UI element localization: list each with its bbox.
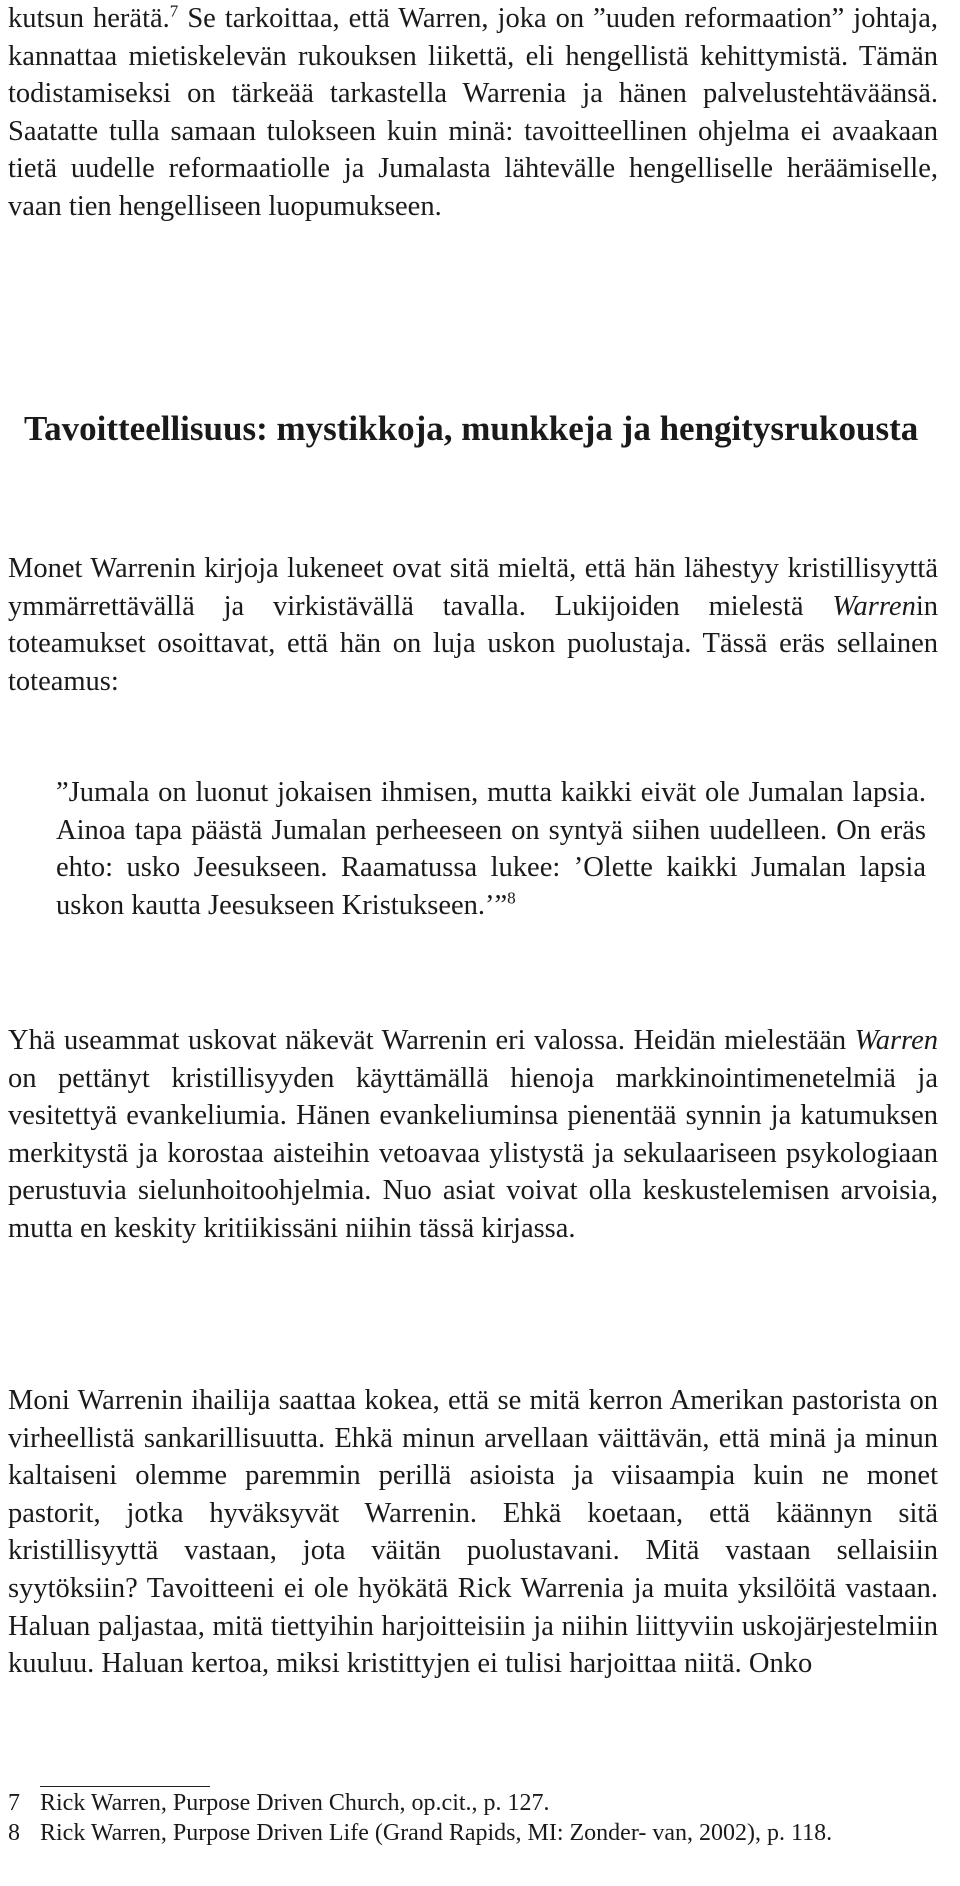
section-heading: Tavoitteellisuus: mystikkoja, munkkeja ja hengitysrukousta [24, 409, 919, 448]
footnote-8 [8, 1818, 938, 1848]
paragraph-readers-opinion [8, 550, 938, 700]
paragraph-readers-text-b: in toteamukset osoittavat, että hän on luja uskon puolustaja. Tässä eräs sellainen toteamus: [8, 590, 938, 697]
paragraph-critics [8, 1022, 938, 1248]
paragraph-readers-text-a: Monet Warrenin kirjoja lukeneet ovat sitä mieltä, että hän lähestyy kristillisyyttä ymmärrettävällä ja virkistävällä tavalla. Lukijoiden mielestä [8, 553, 938, 622]
paragraph-intro-text-a: kutsun herätä. [8, 3, 170, 34]
footnote-text: Rick Warren, Purpose Driven Life (Grand Rapids, MI: Zonder- van, 2002), p. 118. [40, 1820, 833, 1846]
footnote-number: 7 [8, 1790, 20, 1816]
footnote-ref-8: 8 [507, 888, 516, 908]
footnote-ref-7: 7 [169, 1, 179, 21]
paragraph-critics-text-a: Yhä useammat uskovat näkevät Warrenin eri valossa. Heidän mielestään [8, 1025, 855, 1056]
paragraph-critics-emphasis: Warren [854, 1025, 938, 1056]
paragraph-readers-emphasis: Warren [832, 590, 916, 622]
block-quote-text: ”Jumala on luonut jokaisen ihmisen, mutta kaikki eivät ole Jumalan lapsia. Ainoa tapa päästä Jumalan perheeseen on syntyä siihen uudelleen. On eräs ehto: usko Jeesukseen. Raamatussa lukee: ’Olette kaikki Jumalan lapsia uskon kautta Jeesukseen Kristukseen.’” [56, 777, 926, 921]
paragraph-intro-text-b: Se tarkoittaa, että Warren, joka on ”uuden reformaation” johtaja, kannattaa mietiskelevän rukouksen liikettä, eli hengellistä kehittymistä. Tämän todistamiseksi on tärkeää tarkastella Warrenia ja hänen palvelustehtäväänsä. Saatatte tulla samaan tulokseen kuin minä: tavoitteellinen ohjelma ei avaakaan tietä uudelle reformaatiolle ja Jumalasta lähtevälle hengelliselle heräämiselle, vaan tien hengelliseen luopumukseen. [8, 3, 938, 222]
block-quote [56, 774, 926, 924]
footnote-text: Rick Warren, Purpose Driven Church, op.cit., p. 127. [40, 1790, 550, 1816]
footnote-7 [8, 1788, 938, 1818]
footnote-number: 8 [8, 1820, 20, 1846]
footnote-divider [40, 1786, 210, 1787]
paragraph-intro [8, 0, 938, 226]
paragraph-admirers: Moni Warrenin ihailija saattaa kokea, että se mitä kerron Amerikan pastorista on virheellistä sankarillisuutta. Ehkä minun arvellaan väittävän, että minä ja minun kaltaiseni olemme paremmin perillä asioista ja viisaampia kuin ne monet pastorit, jotka hyväksyvät Warrenin. Ehkä koetaan, että käännyn sitä kristillisyyttä vastaan, jota väitän puolustavani. Mitä vastaan sellaisiin syytöksiin? Tavoitteeni ei ole hyökätä Rick Warrenia ja muita yksilöitä vastaan. Haluan paljastaa, mitä tiettyihin harjoitteisiin ja niihin liittyviin uskojärjestelmiin kuuluu. Haluan kertoa, miksi kristittyjen ei tulisi harjoittaa niitä. Onko [8, 1385, 938, 1680]
footnotes [8, 1788, 938, 1848]
paragraph-critics-text-b: on pettänyt kristillisyyden käyttämällä hienoja markkinointimenetelmiä ja vesitettyä evankeliumia. Hänen evankeliuminsa pienentää synnin ja katumuksen merkitystä ja korostaa aisteihin vetoavaa ylistystä ja sekulaariseen psykologiaan perustuvia sielunhoitoohjelmia. Nuo asiat voivat olla keskustelemisen arvoisia, mutta en keskity kritiikissäni niihin tässä kirjassa. [8, 1062, 938, 1244]
